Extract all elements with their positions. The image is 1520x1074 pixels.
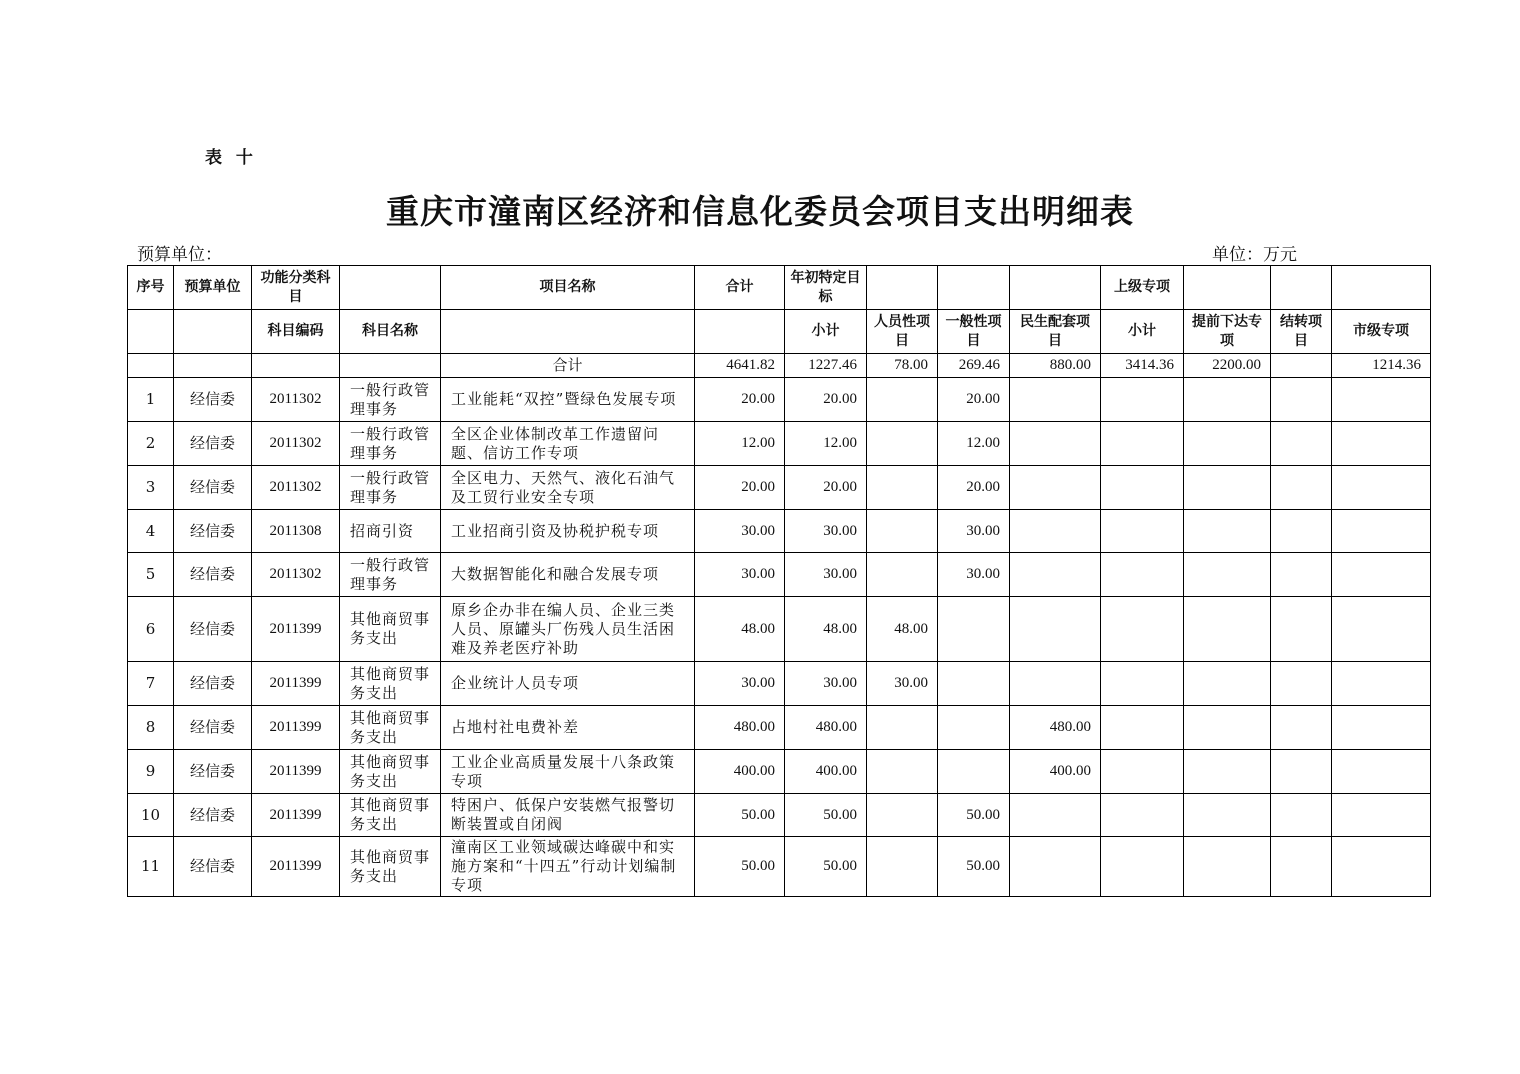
cell-municipal [1332, 422, 1431, 466]
cell-subtotal-b [1101, 378, 1184, 422]
cell-livelihood: 400.00 [1010, 750, 1101, 794]
cell-carryover [1271, 662, 1332, 706]
cell-personnel: 30.00 [867, 662, 938, 706]
cell-subject: 其他商贸事务支出 [340, 662, 441, 706]
table-number-label: 表 十 [205, 148, 257, 168]
cell-seq: 1 [128, 378, 174, 422]
table-row [128, 750, 1431, 794]
cell-general: 50.00 [938, 837, 1010, 897]
cell-total: 480.00 [695, 706, 785, 750]
cell-project-name: 特困户、低保户安装燃气报警切断装置或自闭阀 [441, 794, 695, 837]
cell-total: 50.00 [695, 794, 785, 837]
cell-carryover [1271, 422, 1332, 466]
cell-municipal [1332, 750, 1431, 794]
cell-livelihood [1010, 837, 1101, 897]
header-empty [441, 310, 695, 354]
cell-livelihood [1010, 794, 1101, 837]
cell-unit: 经信委 [174, 794, 252, 837]
cell-seq: 3 [128, 466, 174, 510]
total-carryover [1271, 354, 1332, 378]
cell-subtotal-a: 30.00 [785, 553, 867, 597]
cell-unit: 经信委 [174, 706, 252, 750]
cell-total: 30.00 [695, 553, 785, 597]
table-row [128, 510, 1431, 553]
cell-total: 400.00 [695, 750, 785, 794]
cell-municipal [1332, 597, 1431, 662]
cell-subject: 一般行政管理事务 [340, 553, 441, 597]
cell-carryover [1271, 510, 1332, 553]
cell-total: 30.00 [695, 662, 785, 706]
table-row [128, 794, 1431, 837]
cell-code: 2011308 [252, 510, 340, 553]
cell-project-name: 全区企业体制改革工作遗留问题、信访工作专项 [441, 422, 695, 466]
header-seq: 序号 [128, 266, 174, 310]
cell-subject: 其他商贸事务支出 [340, 750, 441, 794]
cell-subject: 一般行政管理事务 [340, 466, 441, 510]
header-advance: 提前下达专项 [1184, 310, 1271, 354]
cell-seq: 5 [128, 553, 174, 597]
cell-project-name: 潼南区工业领域碳达峰碳中和实施方案和“十四五”行动计划编制专项 [441, 837, 695, 897]
cell-subtotal-a: 480.00 [785, 706, 867, 750]
total-subtotal-a: 1227.46 [785, 354, 867, 378]
cell-livelihood [1010, 422, 1101, 466]
cell-total: 48.00 [695, 597, 785, 662]
cell-seq: 10 [128, 794, 174, 837]
cell-advance [1184, 662, 1271, 706]
total-total: 4641.82 [695, 354, 785, 378]
cell-code: 2011302 [252, 553, 340, 597]
cell-seq: 11 [128, 837, 174, 897]
header-empty [174, 310, 252, 354]
cell-general: 20.00 [938, 466, 1010, 510]
cell-subtotal-a: 12.00 [785, 422, 867, 466]
header-empty [1332, 266, 1431, 310]
header-empty [938, 266, 1010, 310]
cell-carryover [1271, 466, 1332, 510]
total-municipal: 1214.36 [1332, 354, 1431, 378]
header-empty [1271, 266, 1332, 310]
cell-subtotal-a: 48.00 [785, 597, 867, 662]
cell-livelihood [1010, 378, 1101, 422]
cell-subtotal-a: 20.00 [785, 378, 867, 422]
header-subtotal-b: 小计 [1101, 310, 1184, 354]
cell-general: 50.00 [938, 794, 1010, 837]
cell-subtotal-b [1101, 510, 1184, 553]
cell-code: 2011399 [252, 794, 340, 837]
cell-livelihood [1010, 597, 1101, 662]
budget-unit-label: 预算单位： [137, 245, 222, 265]
table-row [128, 422, 1431, 466]
cell-subtotal-b [1101, 706, 1184, 750]
cell-livelihood [1010, 553, 1101, 597]
cell-code: 2011399 [252, 662, 340, 706]
cell-municipal [1332, 378, 1431, 422]
cell-subtotal-a: 50.00 [785, 794, 867, 837]
total-personnel: 78.00 [867, 354, 938, 378]
header-superior: 上级专项 [1101, 266, 1184, 310]
table-row [128, 597, 1431, 662]
cell-unit: 经信委 [174, 750, 252, 794]
cell-total: 20.00 [695, 378, 785, 422]
header-func-class: 功能分类科目 [252, 266, 340, 310]
cell-unit: 经信委 [174, 510, 252, 553]
table-row [128, 706, 1431, 750]
cell-general: 30.00 [938, 553, 1010, 597]
cell-subject: 一般行政管理事务 [340, 422, 441, 466]
cell-carryover [1271, 794, 1332, 837]
cell-subject: 其他商贸事务支出 [340, 837, 441, 897]
cell-code: 2011302 [252, 378, 340, 422]
table-row [128, 837, 1431, 897]
cell-municipal [1332, 662, 1431, 706]
cell-seq: 8 [128, 706, 174, 750]
cell-subject: 其他商贸事务支出 [340, 794, 441, 837]
header-carryover: 结转项目 [1271, 310, 1332, 354]
cell-carryover [1271, 597, 1332, 662]
cell-carryover [1271, 706, 1332, 750]
cell-municipal [1332, 706, 1431, 750]
cell-project-name: 工业能耗“双控”暨绿色发展专项 [441, 378, 695, 422]
cell-unit: 经信委 [174, 553, 252, 597]
cell-general [938, 750, 1010, 794]
header-budget-unit: 预算单位 [174, 266, 252, 310]
cell-subtotal-b [1101, 466, 1184, 510]
cell-subtotal-b [1101, 553, 1184, 597]
header-project-name: 项目名称 [441, 266, 695, 310]
cell-advance [1184, 794, 1271, 837]
cell-municipal [1332, 553, 1431, 597]
header-row-2 [128, 310, 1431, 354]
currency-unit-label: 单位：万元 [1212, 245, 1297, 265]
cell-total: 50.00 [695, 837, 785, 897]
cell-personnel [867, 750, 938, 794]
cell-livelihood [1010, 510, 1101, 553]
total-empty [128, 354, 174, 378]
cell-carryover [1271, 837, 1332, 897]
cell-seq: 2 [128, 422, 174, 466]
cell-subject: 招商引资 [340, 510, 441, 553]
cell-subtotal-b [1101, 837, 1184, 897]
cell-code: 2011399 [252, 706, 340, 750]
table-row [128, 553, 1431, 597]
cell-advance [1184, 837, 1271, 897]
total-empty [174, 354, 252, 378]
cell-seq: 6 [128, 597, 174, 662]
cell-carryover [1271, 750, 1332, 794]
header-general: 一般性项目 [938, 310, 1010, 354]
cell-unit: 经信委 [174, 837, 252, 897]
header-empty [128, 310, 174, 354]
total-livelihood: 880.00 [1010, 354, 1101, 378]
cell-advance [1184, 466, 1271, 510]
header-empty [340, 266, 441, 310]
cell-seq: 7 [128, 662, 174, 706]
project-expenditure-table [127, 265, 1431, 897]
cell-total: 12.00 [695, 422, 785, 466]
cell-unit: 经信委 [174, 378, 252, 422]
cell-project-name: 大数据智能化和融合发展专项 [441, 553, 695, 597]
cell-carryover [1271, 378, 1332, 422]
cell-general [938, 706, 1010, 750]
total-label: 合计 [441, 354, 695, 378]
header-row-1 [128, 266, 1431, 310]
header-personnel: 人员性项目 [867, 310, 938, 354]
table-row [128, 662, 1431, 706]
cell-subtotal-a: 30.00 [785, 662, 867, 706]
cell-code: 2011302 [252, 422, 340, 466]
cell-personnel [867, 553, 938, 597]
cell-municipal [1332, 510, 1431, 553]
cell-unit: 经信委 [174, 597, 252, 662]
cell-personnel [867, 378, 938, 422]
cell-subtotal-a: 20.00 [785, 466, 867, 510]
cell-project-name: 工业企业高质量发展十八条政策专项 [441, 750, 695, 794]
cell-subtotal-b [1101, 597, 1184, 662]
cell-personnel [867, 466, 938, 510]
total-empty [252, 354, 340, 378]
cell-project-name: 工业招商引资及协税护税专项 [441, 510, 695, 553]
cell-advance [1184, 510, 1271, 553]
cell-project-name: 企业统计人员专项 [441, 662, 695, 706]
table-row [128, 378, 1431, 422]
cell-personnel [867, 837, 938, 897]
total-subtotal-b: 3414.36 [1101, 354, 1184, 378]
header-subtotal-a: 小计 [785, 310, 867, 354]
cell-project-name: 全区电力、天然气、液化石油气及工贸行业安全专项 [441, 466, 695, 510]
table-row [128, 466, 1431, 510]
cell-subtotal-b [1101, 794, 1184, 837]
cell-personnel [867, 510, 938, 553]
cell-total: 30.00 [695, 510, 785, 553]
total-row [128, 354, 1431, 378]
cell-subtotal-a: 50.00 [785, 837, 867, 897]
header-livelihood: 民生配套项目 [1010, 310, 1101, 354]
cell-subtotal-a: 400.00 [785, 750, 867, 794]
page-title: 重庆市潼南区经济和信息化委员会项目支出明细表 [386, 192, 1134, 231]
cell-subject: 其他商贸事务支出 [340, 706, 441, 750]
cell-advance [1184, 706, 1271, 750]
cell-code: 2011399 [252, 597, 340, 662]
total-general: 269.46 [938, 354, 1010, 378]
cell-carryover [1271, 553, 1332, 597]
cell-seq: 9 [128, 750, 174, 794]
cell-subject: 其他商贸事务支出 [340, 597, 441, 662]
header-annual-target: 年初特定目标 [785, 266, 867, 310]
cell-subtotal-b [1101, 662, 1184, 706]
total-advance: 2200.00 [1184, 354, 1271, 378]
cell-livelihood: 480.00 [1010, 706, 1101, 750]
header-municipal: 市级专项 [1332, 310, 1431, 354]
cell-unit: 经信委 [174, 466, 252, 510]
header-total: 合计 [695, 266, 785, 310]
cell-subtotal-b [1101, 750, 1184, 794]
header-empty [1184, 266, 1271, 310]
cell-general: 30.00 [938, 510, 1010, 553]
cell-advance [1184, 422, 1271, 466]
cell-general [938, 597, 1010, 662]
header-empty [867, 266, 938, 310]
cell-subject: 一般行政管理事务 [340, 378, 441, 422]
cell-personnel [867, 794, 938, 837]
cell-personnel: 48.00 [867, 597, 938, 662]
cell-code: 2011399 [252, 837, 340, 897]
cell-municipal [1332, 837, 1431, 897]
cell-unit: 经信委 [174, 422, 252, 466]
cell-project-name: 占地村社电费补差 [441, 706, 695, 750]
cell-code: 2011399 [252, 750, 340, 794]
cell-personnel [867, 706, 938, 750]
cell-seq: 4 [128, 510, 174, 553]
cell-advance [1184, 378, 1271, 422]
cell-advance [1184, 750, 1271, 794]
cell-unit: 经信委 [174, 662, 252, 706]
cell-total: 20.00 [695, 466, 785, 510]
cell-advance [1184, 553, 1271, 597]
cell-subtotal-b [1101, 422, 1184, 466]
cell-livelihood [1010, 662, 1101, 706]
cell-general [938, 662, 1010, 706]
header-empty [1010, 266, 1101, 310]
header-subject-name: 科目名称 [340, 310, 441, 354]
cell-municipal [1332, 466, 1431, 510]
cell-advance [1184, 597, 1271, 662]
cell-municipal [1332, 794, 1431, 837]
cell-project-name: 原乡企办非在编人员、企业三类人员、原罐头厂伤残人员生活困难及养老医疗补助 [441, 597, 695, 662]
header-subject-code: 科目编码 [252, 310, 340, 354]
total-empty [340, 354, 441, 378]
cell-personnel [867, 422, 938, 466]
cell-subtotal-a: 30.00 [785, 510, 867, 553]
header-empty [695, 310, 785, 354]
cell-code: 2011302 [252, 466, 340, 510]
cell-general: 12.00 [938, 422, 1010, 466]
cell-general: 20.00 [938, 378, 1010, 422]
cell-livelihood [1010, 466, 1101, 510]
